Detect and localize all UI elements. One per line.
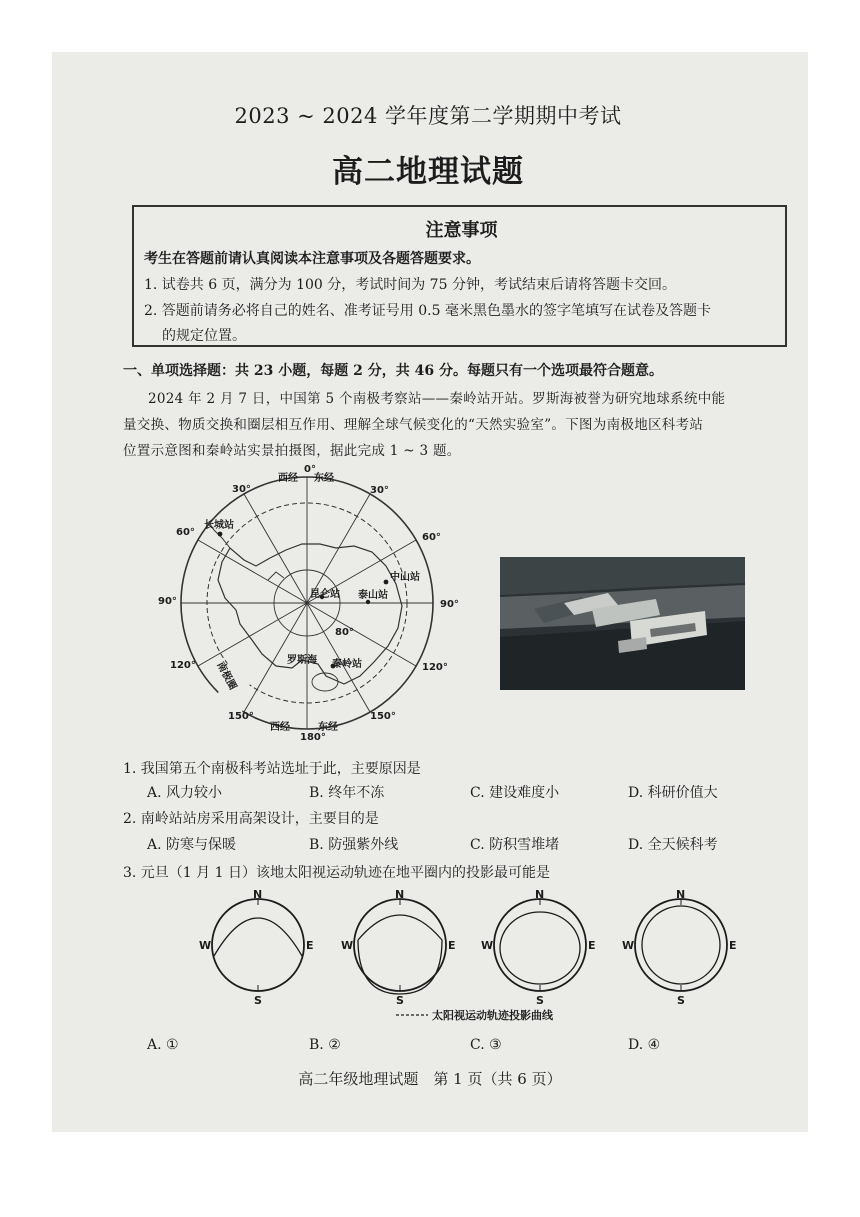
map-label-30-left: 30° — [232, 484, 251, 495]
q2-option-a[interactable]: A. 防寒与保暖 — [147, 837, 237, 853]
subject-title: 高二地理试题 — [332, 154, 524, 190]
question-1-stem: 1. 我国第五个南极科考站选址于此，主要原因是 — [123, 761, 421, 777]
notice-item-2: 2. 答题前请务必将自己的姓名、准考证号用 0.5 毫米黑色墨水的签字笔填写在试卷及答题卡 — [144, 303, 711, 319]
q3-option-c[interactable]: C. ③ — [470, 1037, 502, 1053]
exam-title: 2023 ~ 2024 学年度第二学期期中考试 — [234, 104, 622, 128]
diagram2-south: S — [396, 994, 404, 1007]
diagram4-west: W — [622, 939, 635, 952]
diagram4-north: N — [676, 888, 686, 901]
diagram4-east: E — [729, 939, 737, 952]
notice-lead: 考生在答题前请认真阅读本注意事项及各题答题要求。 — [144, 251, 480, 267]
map-label-30-right: 30° — [370, 485, 389, 496]
notice-item-1: 1. 试卷共 6 页，满分为 100 分，考试时间为 75 分钟，考试结束后请将答题卡交回。 — [144, 277, 676, 293]
map-label-80: 80° — [335, 627, 354, 638]
map-label-90-right: 90° — [440, 599, 459, 610]
station-taishan: 泰山站 — [358, 590, 388, 601]
diagram1-west: W — [199, 939, 212, 952]
q3-option-b[interactable]: B. ② — [309, 1037, 341, 1053]
q1-option-a[interactable]: A. 风力较小 — [147, 785, 223, 801]
notice-item-2-cont: 的规定位置。 — [162, 328, 246, 344]
q1-option-c[interactable]: C. 建设难度小 — [470, 785, 560, 801]
map-label-0: 0° — [304, 464, 316, 475]
antarctic-map — [160, 460, 460, 745]
map-label-150-right: 150° — [370, 711, 396, 722]
map-label-antarctic-circle: 南极圈 — [214, 660, 239, 692]
sun-path-diagrams — [190, 885, 750, 1025]
passage-line-1: 2024 年 2 月 7 日，中国第 5 个南极考察站——秦岭站开站。罗斯海被誉为研究地球系统中能 — [148, 391, 726, 407]
q1-option-b[interactable]: B. 终年不冻 — [309, 785, 385, 801]
diagram3-south: S — [536, 994, 544, 1007]
sun-path-curve-2 — [358, 915, 442, 994]
q2-option-c[interactable]: C. 防积雪堆堵 — [470, 837, 560, 853]
passage-line-2: 量交换、物质交换和圈层相互作用、理解全球气候变化的“天然实验室”。下图为南极地区科考站 — [123, 417, 704, 433]
diagram1-east: E — [306, 939, 314, 952]
diagram3-east: E — [588, 939, 596, 952]
map-label-east-bottom: 东经 — [318, 722, 338, 733]
legend-text: 太阳视运动轨迹投影曲线 — [432, 1009, 553, 1022]
map-label-east-top: 东经 — [314, 473, 334, 484]
passage-line-3: 位置示意图和秦岭站实景拍摄图，据此完成 1 ~ 3 题。 — [123, 443, 461, 459]
map-label-west-bottom: 西经 — [270, 722, 290, 733]
map-label-180: 180° — [300, 732, 326, 743]
diagram2-west: W — [341, 939, 354, 952]
diagram1-south: S — [254, 994, 262, 1007]
map-label-90-left: 90° — [158, 596, 177, 607]
map-label-60-left: 60° — [176, 527, 195, 538]
sun-path-curve-4 — [642, 906, 720, 984]
sun-path-curve-1 — [214, 918, 302, 956]
q1-option-d[interactable]: D. 科研价值大 — [628, 785, 718, 801]
station-qinling: 秦岭站 — [332, 659, 362, 670]
station-kunlun: 昆仑站 — [310, 589, 340, 600]
station-zhongshan: 中山站 — [390, 572, 420, 583]
map-label-120-right: 120° — [422, 662, 448, 673]
diagram2-east: E — [448, 939, 456, 952]
notice-box — [132, 205, 787, 347]
q2-option-d[interactable]: D. 全天候科考 — [628, 837, 718, 853]
question-2-stem: 2. 南岭站站房采用高架设计，主要目的是 — [123, 811, 379, 827]
sun-path-curve-3 — [500, 912, 580, 984]
station-great-wall: 长城站 — [204, 520, 234, 531]
section-heading: 一、单项选择题：共 23 小题，每题 2 分，共 46 分。每题只有一个选项最符合题意。 — [123, 363, 663, 379]
diagram1-north: N — [253, 888, 263, 901]
diagram3-west: W — [481, 939, 494, 952]
q2-option-b[interactable]: B. 防强紫外线 — [309, 837, 399, 853]
map-label-120-left: 120° — [170, 660, 196, 671]
page-footer: 高二年级地理试题 第 1 页（共 6 页） — [298, 1070, 562, 1088]
diagram4-south: S — [677, 994, 685, 1007]
qinling-station-photo — [500, 557, 745, 690]
question-3-stem: 3. 元旦（1 月 1 日）该地太阳视运动轨迹在地平圈内的投影最可能是 — [123, 865, 550, 881]
notice-title: 注意事项 — [425, 220, 498, 241]
map-label-ross-sea: 罗斯海 — [287, 655, 317, 666]
diagram3-north: N — [535, 888, 545, 901]
map-label-150-left: 150° — [228, 711, 254, 722]
map-label-west-top: 西经 — [278, 473, 298, 484]
q3-option-a[interactable]: A. ① — [147, 1037, 179, 1053]
map-label-60-right: 60° — [422, 532, 441, 543]
q3-option-d[interactable]: D. ④ — [628, 1037, 661, 1053]
diagram2-north: N — [395, 888, 405, 901]
